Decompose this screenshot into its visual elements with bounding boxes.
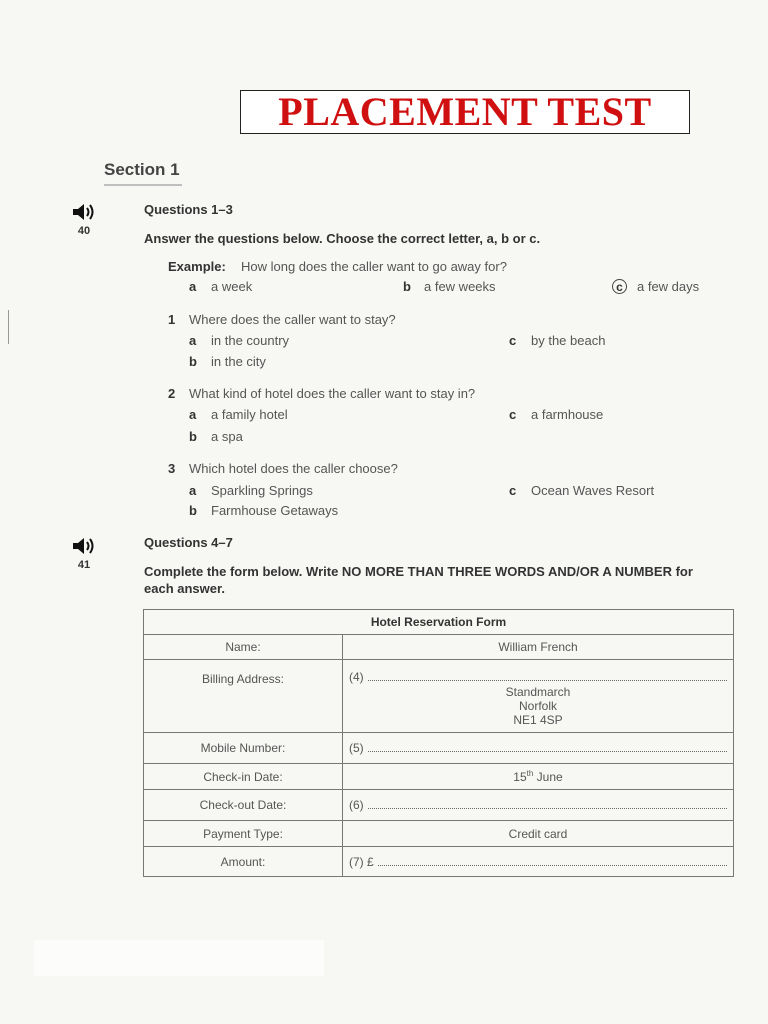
option-letter: a <box>189 483 197 498</box>
option-letter: c <box>509 333 517 348</box>
option-letter: a <box>189 279 197 294</box>
option-a: Sparkling Springs <box>211 483 313 498</box>
address-line: NE1 4SP <box>513 713 563 727</box>
option-b: in the city <box>211 354 266 369</box>
option-letter: b <box>189 429 197 444</box>
option-b: a spa <box>211 429 243 444</box>
question-text: What kind of hotel does the caller want to stay in? <box>189 386 476 401</box>
section-heading: Section 1 <box>104 160 182 186</box>
blank-line <box>349 741 727 755</box>
address-line: Standmarch <box>505 685 571 699</box>
blank-number: (5) <box>349 741 364 755</box>
instruction-text: Answer the questions below. Choose the correct letter, a, b or c. <box>144 231 541 246</box>
blank-line <box>349 670 727 684</box>
form-value-checkin: 15th June <box>343 764 734 790</box>
form-value-name: William French <box>343 635 734 660</box>
question-number: 3 <box>168 461 176 476</box>
form-value-address <box>343 660 734 733</box>
blank-line <box>349 855 727 869</box>
option-c: Ocean Waves Resort <box>531 483 655 498</box>
form-label-address: Billing Address: <box>144 660 343 733</box>
form-value-amount <box>343 847 734 877</box>
option-letter: c <box>509 407 517 422</box>
blank-number: (4) <box>349 670 364 684</box>
option-a: a family hotel <box>211 407 288 422</box>
form-title: Hotel Reservation Form <box>144 610 734 635</box>
title-box <box>240 90 690 134</box>
questions-heading: Questions 4–7 <box>144 535 233 550</box>
form-label-payment: Payment Type: <box>144 821 343 847</box>
circled-answer: c <box>612 279 627 294</box>
address-line: Norfolk <box>518 699 557 713</box>
questions-heading: Questions 1–3 <box>144 202 233 217</box>
form-label-amount: Amount: <box>144 847 343 877</box>
form-label-mobile: Mobile Number: <box>144 733 343 764</box>
form-value-checkout <box>343 790 734 821</box>
option-letter: c <box>509 483 517 498</box>
question-number: 1 <box>168 312 176 327</box>
audio-track-number: 41 <box>77 559 91 571</box>
reservation-form <box>143 609 734 877</box>
option-letter: b <box>403 279 411 294</box>
question-text: Which hotel does the caller choose? <box>189 461 398 476</box>
form-label-checkout: Check-out Date: <box>144 790 343 821</box>
question-text: Where does the caller want to stay? <box>189 312 396 327</box>
example-option-b: a few weeks <box>424 279 496 294</box>
option-a: in the country <box>211 333 290 348</box>
scan-mark <box>8 310 9 344</box>
audio-track-41 <box>66 536 102 571</box>
option-letter: b <box>189 354 197 369</box>
audio-track-number: 40 <box>77 225 91 237</box>
form-value-mobile <box>343 733 734 764</box>
blank-number: (6) <box>349 798 364 812</box>
scan-artifact <box>34 940 324 976</box>
example-option-a: a week <box>211 279 253 294</box>
form-label-checkin: Check-in Date: <box>144 764 343 790</box>
form-label-name: Name: <box>144 635 343 660</box>
form-value-payment: Credit card <box>343 821 734 847</box>
option-c: a farmhouse <box>531 407 604 422</box>
page-title: PLACEMENT TEST <box>278 89 652 134</box>
speaker-icon <box>69 202 99 222</box>
option-c: by the beach <box>531 333 606 348</box>
speaker-icon <box>69 536 99 556</box>
option-letter: b <box>189 503 197 518</box>
example-question: How long does the caller want to go away for? <box>241 259 507 274</box>
option-b: Farmhouse Getaways <box>211 503 339 518</box>
example-label: Example: <box>168 259 226 274</box>
option-letter: a <box>189 333 197 348</box>
blank-line <box>349 798 727 812</box>
option-letter: a <box>189 407 197 422</box>
audio-track-40 <box>66 202 102 237</box>
question-number: 2 <box>168 386 176 401</box>
instruction-text: Complete the form below. Write NO MORE THAN THREE WORDS AND/OR A NUMBER for each answer. <box>144 564 693 596</box>
blank-number: (7) £ <box>349 854 374 869</box>
example-option-c: a few days <box>637 279 700 294</box>
